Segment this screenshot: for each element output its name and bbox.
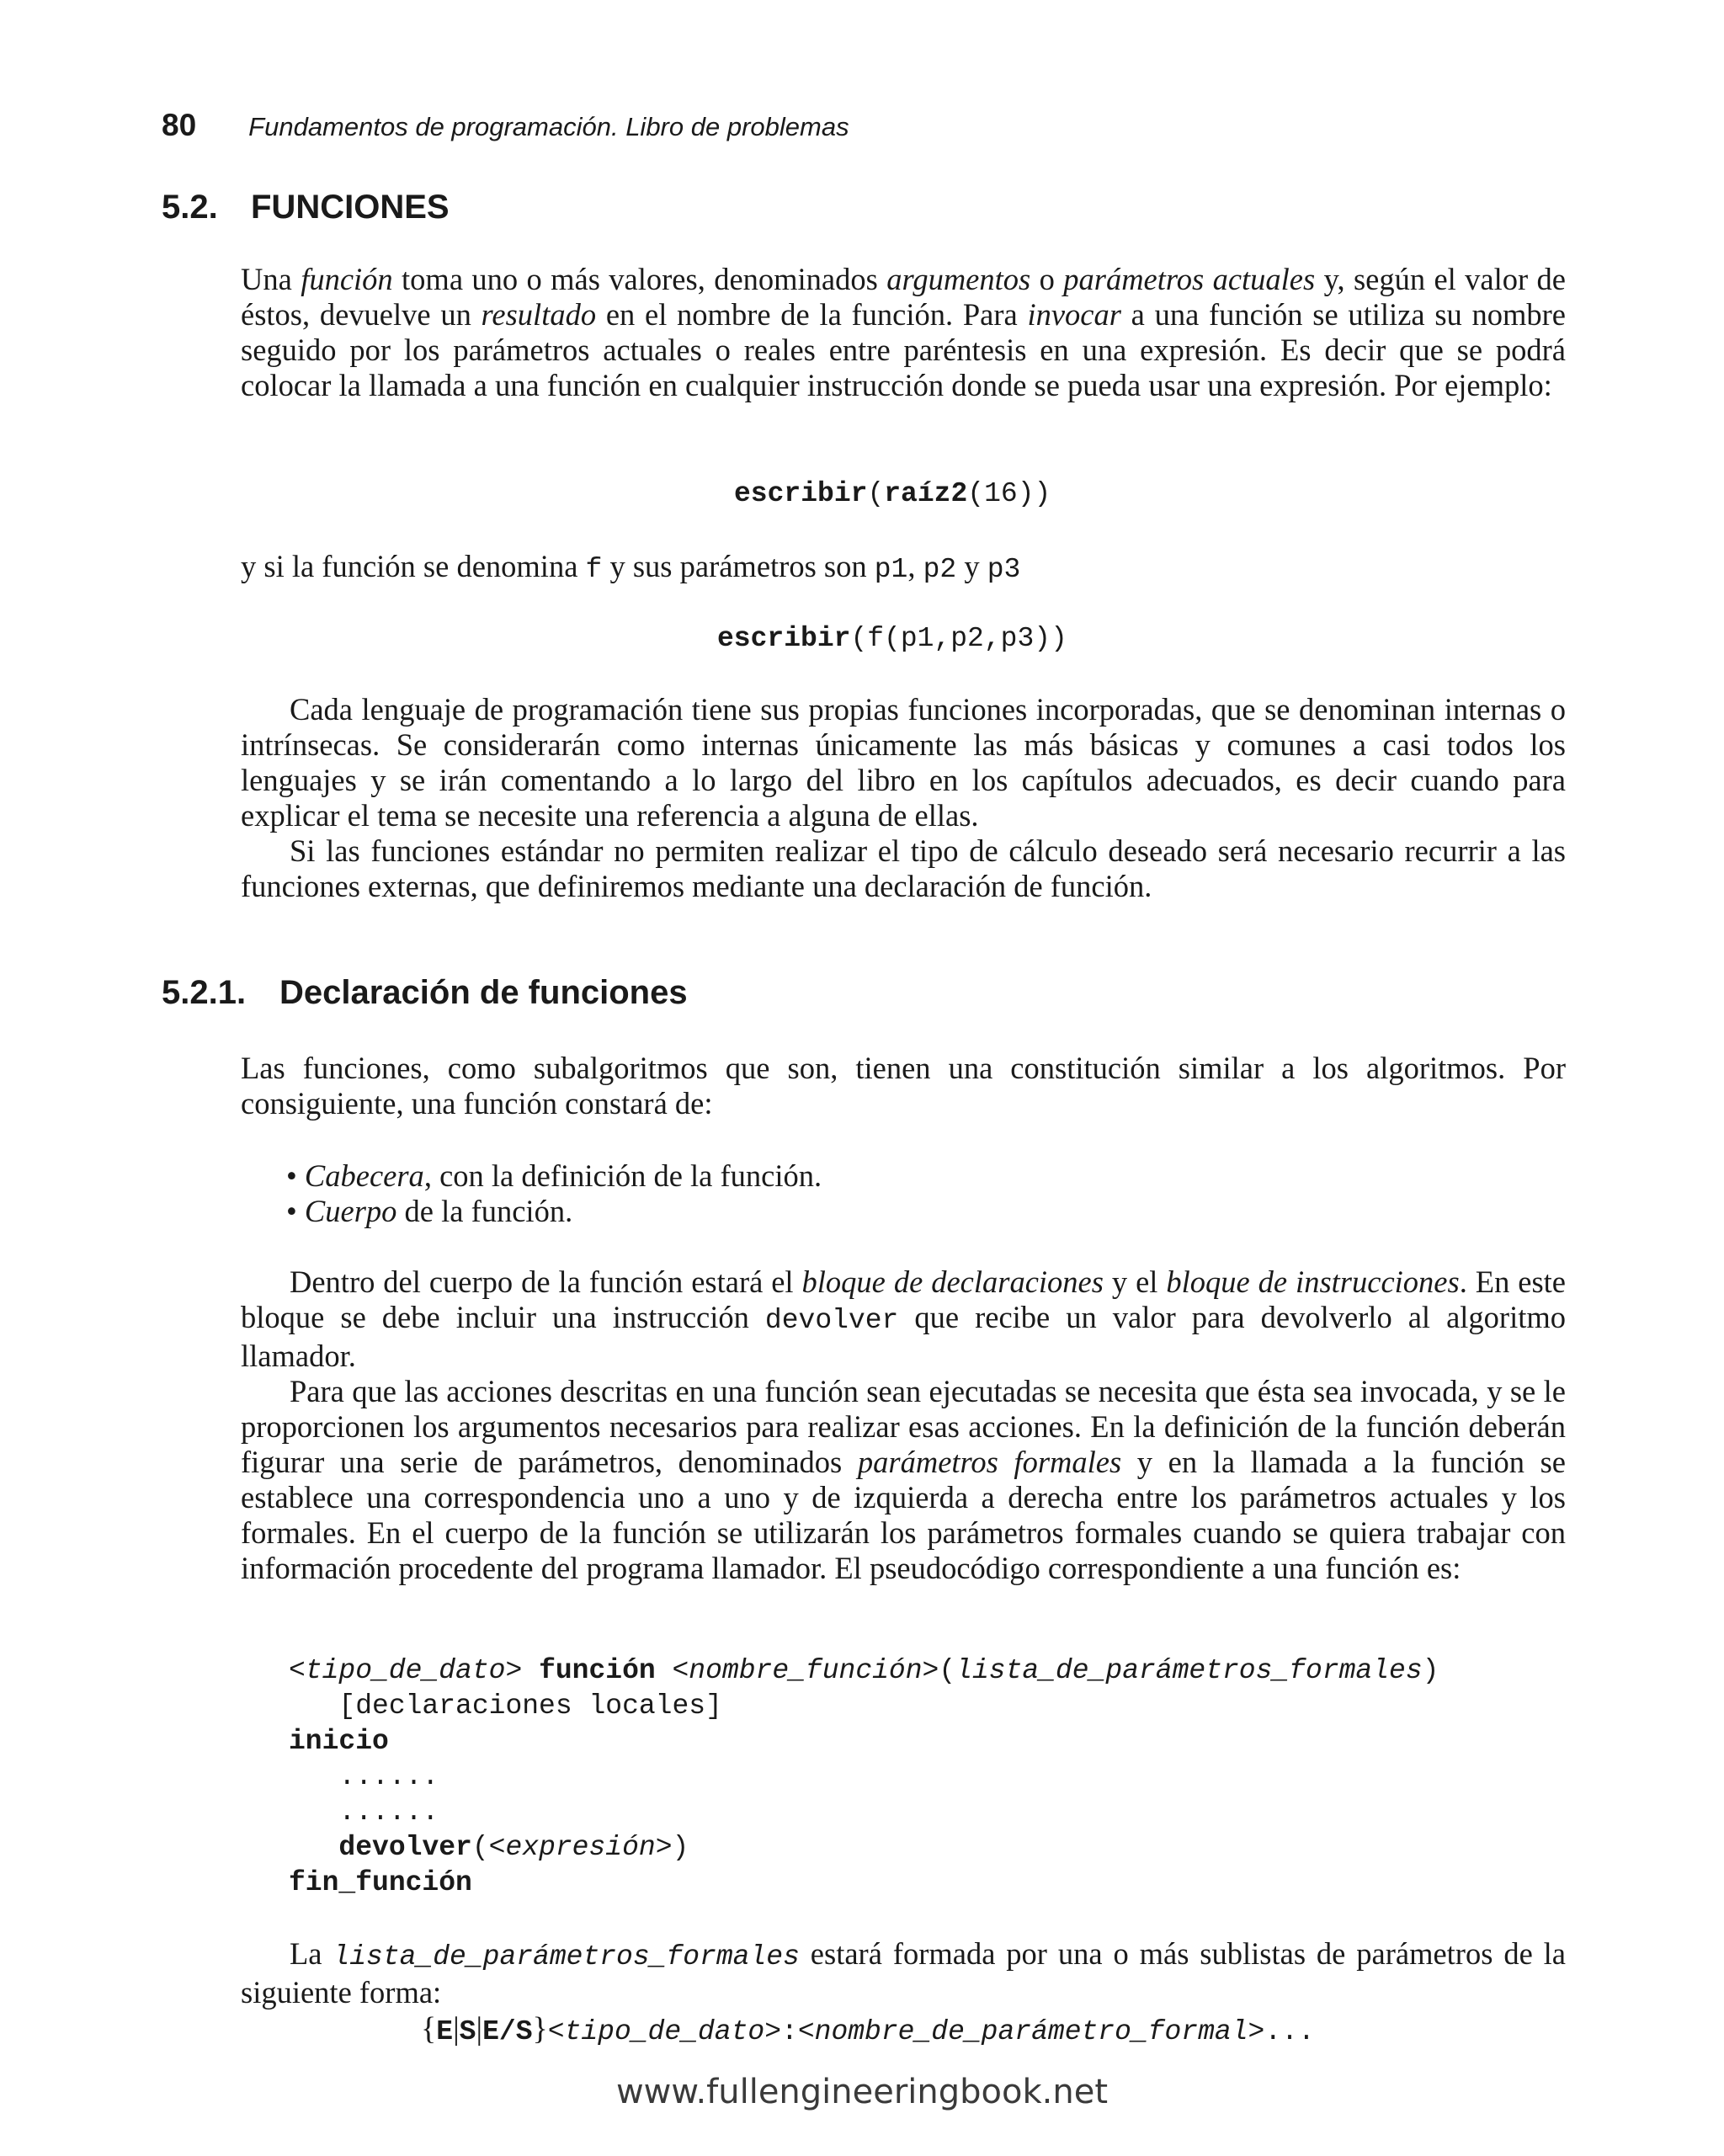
emphasis: Cabecera [304,1158,424,1193]
code-text: >... [1248,2016,1315,2047]
bullet-mark: • [286,1158,297,1193]
pseudocode-line: ...... [289,1761,439,1792]
emphasis: bloque de instrucciones [1166,1264,1460,1299]
code-keyword: S [459,2016,476,2047]
text: , [907,549,923,583]
text: y si la función se denomina [241,549,586,583]
code-placeholder: nombre_de_parámetro_formal [814,2016,1248,2047]
list-item [286,1158,822,1194]
section-title: FUNCIONES [251,189,450,226]
text: , con la definición de la función. [423,1158,822,1193]
code-text: (< [471,1832,506,1863]
subsection-heading [162,974,688,1012]
emphasis: bloque de declaraciones [801,1264,1104,1299]
formal-parameter-syntax [421,2010,1315,2047]
code-placeholder: tipo_de_dato [305,1655,506,1686]
text: y el [1103,1264,1167,1299]
code-keyword: escribir [734,478,868,509]
pseudocode-block [289,1653,1439,1901]
code-text: } [532,2011,548,2047]
code-text: | [476,2011,483,2047]
page-header [162,108,849,143]
inline-code: devolver [764,1305,899,1336]
pseudocode-line: inicio [289,1726,389,1757]
watermark-url: www.fullengineeringbook.net [615,2073,1109,2111]
bullet-mark: • [286,1194,297,1228]
text: y sus parámetros son [602,549,875,583]
code-keyword: E [436,2016,454,2047]
inline-code: p3 [987,554,1021,585]
bullet-list [286,1158,822,1229]
emphasis: parámetros formales [857,1445,1122,1479]
code-text: >:< [764,2016,815,2047]
code-keyword: escribir [717,623,851,654]
subsection-number: 5.2.1. [162,974,247,1011]
pseudocode-line: fin_función [289,1867,472,1898]
text: de la función. [396,1194,573,1228]
code-keyword: devolver [338,1832,472,1863]
code-text: ( [867,478,885,509]
code-text: >( [922,1655,956,1686]
page-number: 80 [162,108,197,142]
paragraph-params [241,549,1566,588]
running-title: Fundamentos de programación. Libro de problemas [248,112,849,141]
text: Para que las acciones descritas en una función sean ejecutadas se necesita que ésta sea invocada, y se le proporcionen los argumentos necesarios para realizar esas acciones. En la definición de la función deberán figurar una serie de parámetros, denominados [241,1374,1566,1479]
pseudocode-line [289,1830,1439,1866]
code-text: (16)) [967,478,1051,509]
text: y en la llamada a la función se establece una correspondencia uno a uno y de izquierda a derecha entre los parámetros actuales y los formales. En el cuerpo de la función se utilizarán los parámetros formales cuando se quiera trabajar con información procedente del programa llamador. El pseudocódigo correspondiente a una función es: [241,1445,1566,1585]
text: toma uno o más valores, denominados [392,262,887,296]
code-text: >) [655,1832,689,1863]
code-text: | [453,2011,460,2047]
section-number: 5.2. [162,189,218,226]
text: estará formada por una o más sublistas de parámetros de la siguiente forma: [241,1936,1567,2010]
text: que recibe un valor para devolverlo al algoritmo llamador. [241,1300,1566,1373]
text: Dentro del cuerpo de la función estará el [290,1264,802,1299]
code-text: < [547,2016,565,2047]
text: La [290,1936,333,1971]
text: . En este bloque se debe incluir una instrucción [241,1264,1567,1334]
emphasis: parámetros actuales [1063,262,1316,296]
code-text: > [505,1655,540,1686]
emphasis: resultado [481,297,597,332]
code-text: < [289,1655,306,1686]
subsection-title: Declaración de funciones [279,974,688,1011]
pseudocode-line: [declaraciones locales] [289,1690,722,1722]
list-item [286,1194,822,1229]
paragraph-formal-list [241,1936,1566,2010]
emphasis: Cuerpo [304,1194,397,1228]
code-text: { [421,2011,437,2047]
code-placeholder: lista_de_parámetros_formales [955,1655,1423,1686]
section-heading [162,189,450,226]
code-keyword: raíz2 [884,478,968,509]
paragraph-body [241,1264,1566,1586]
text: Una [241,262,301,296]
code-keyword: función [539,1655,656,1686]
text: Las funciones, como subalgoritmos que son, tienen una constitución similar a los algoritmos. Por consiguiente, una función constará de: [241,1051,1566,1121]
text: y [956,549,987,583]
code-placeholder: tipo_de_dato [564,2016,765,2047]
emphasis: función [301,262,393,296]
text: Si las funciones estándar no permiten realizar el tipo de cálculo deseado será necesario recurrir a las funciones externas, que definiremos mediante una declaración de función. [241,833,1566,903]
emphasis: argumentos [886,262,1031,296]
text: Cada lenguaje de programación tiene sus propias funciones incorporadas, que se denominan internas o intrínsecas. Se considerarán como internas únicamente las más básicas y comunes a casi todos los lenguajes y se irán comentando a lo largo del libro en los capítulos adecuados, es decir cuando para explicar el tema se necesite una referencia a alguna de ellas. [241,692,1566,833]
text: o [1030,262,1064,296]
paragraph-declaration [241,1051,1566,1121]
pseudocode-line [289,1653,1439,1689]
code-placeholder: expresión [505,1832,656,1863]
emphasis: invocar [1027,297,1121,332]
code-example-2 [717,623,1067,654]
code-placeholder: nombre_función [689,1655,923,1686]
paragraph-internal-functions [241,692,1566,904]
paragraph-intro [241,262,1566,403]
inline-code: lista_de_parámetros_formales [333,1941,800,1972]
pseudocode-line: ...... [289,1797,439,1828]
code-text: < [655,1655,689,1686]
inline-code: p1 [874,554,908,585]
code-text: (f(p1,p2,p3)) [850,623,1067,654]
text: en el nombre de la función. Para [596,297,1028,332]
code-text [289,1832,338,1863]
code-example-1 [734,478,1051,509]
code-text: ) [1422,1655,1439,1686]
text: a una función se utiliza su nombre seguido por los parámetros actuales o reales entre paréntesis en una expresión. Es decir que se podrá colocar la llamada a una función en cualquier instrucción donde se pueda usar una expresión. Por ejemplo: [241,297,1566,402]
inline-code: f [585,554,603,585]
code-keyword: E/S [482,2016,533,2047]
inline-code: p2 [923,554,957,585]
text: y, según el valor de éstos, devuelve un [241,262,1567,332]
